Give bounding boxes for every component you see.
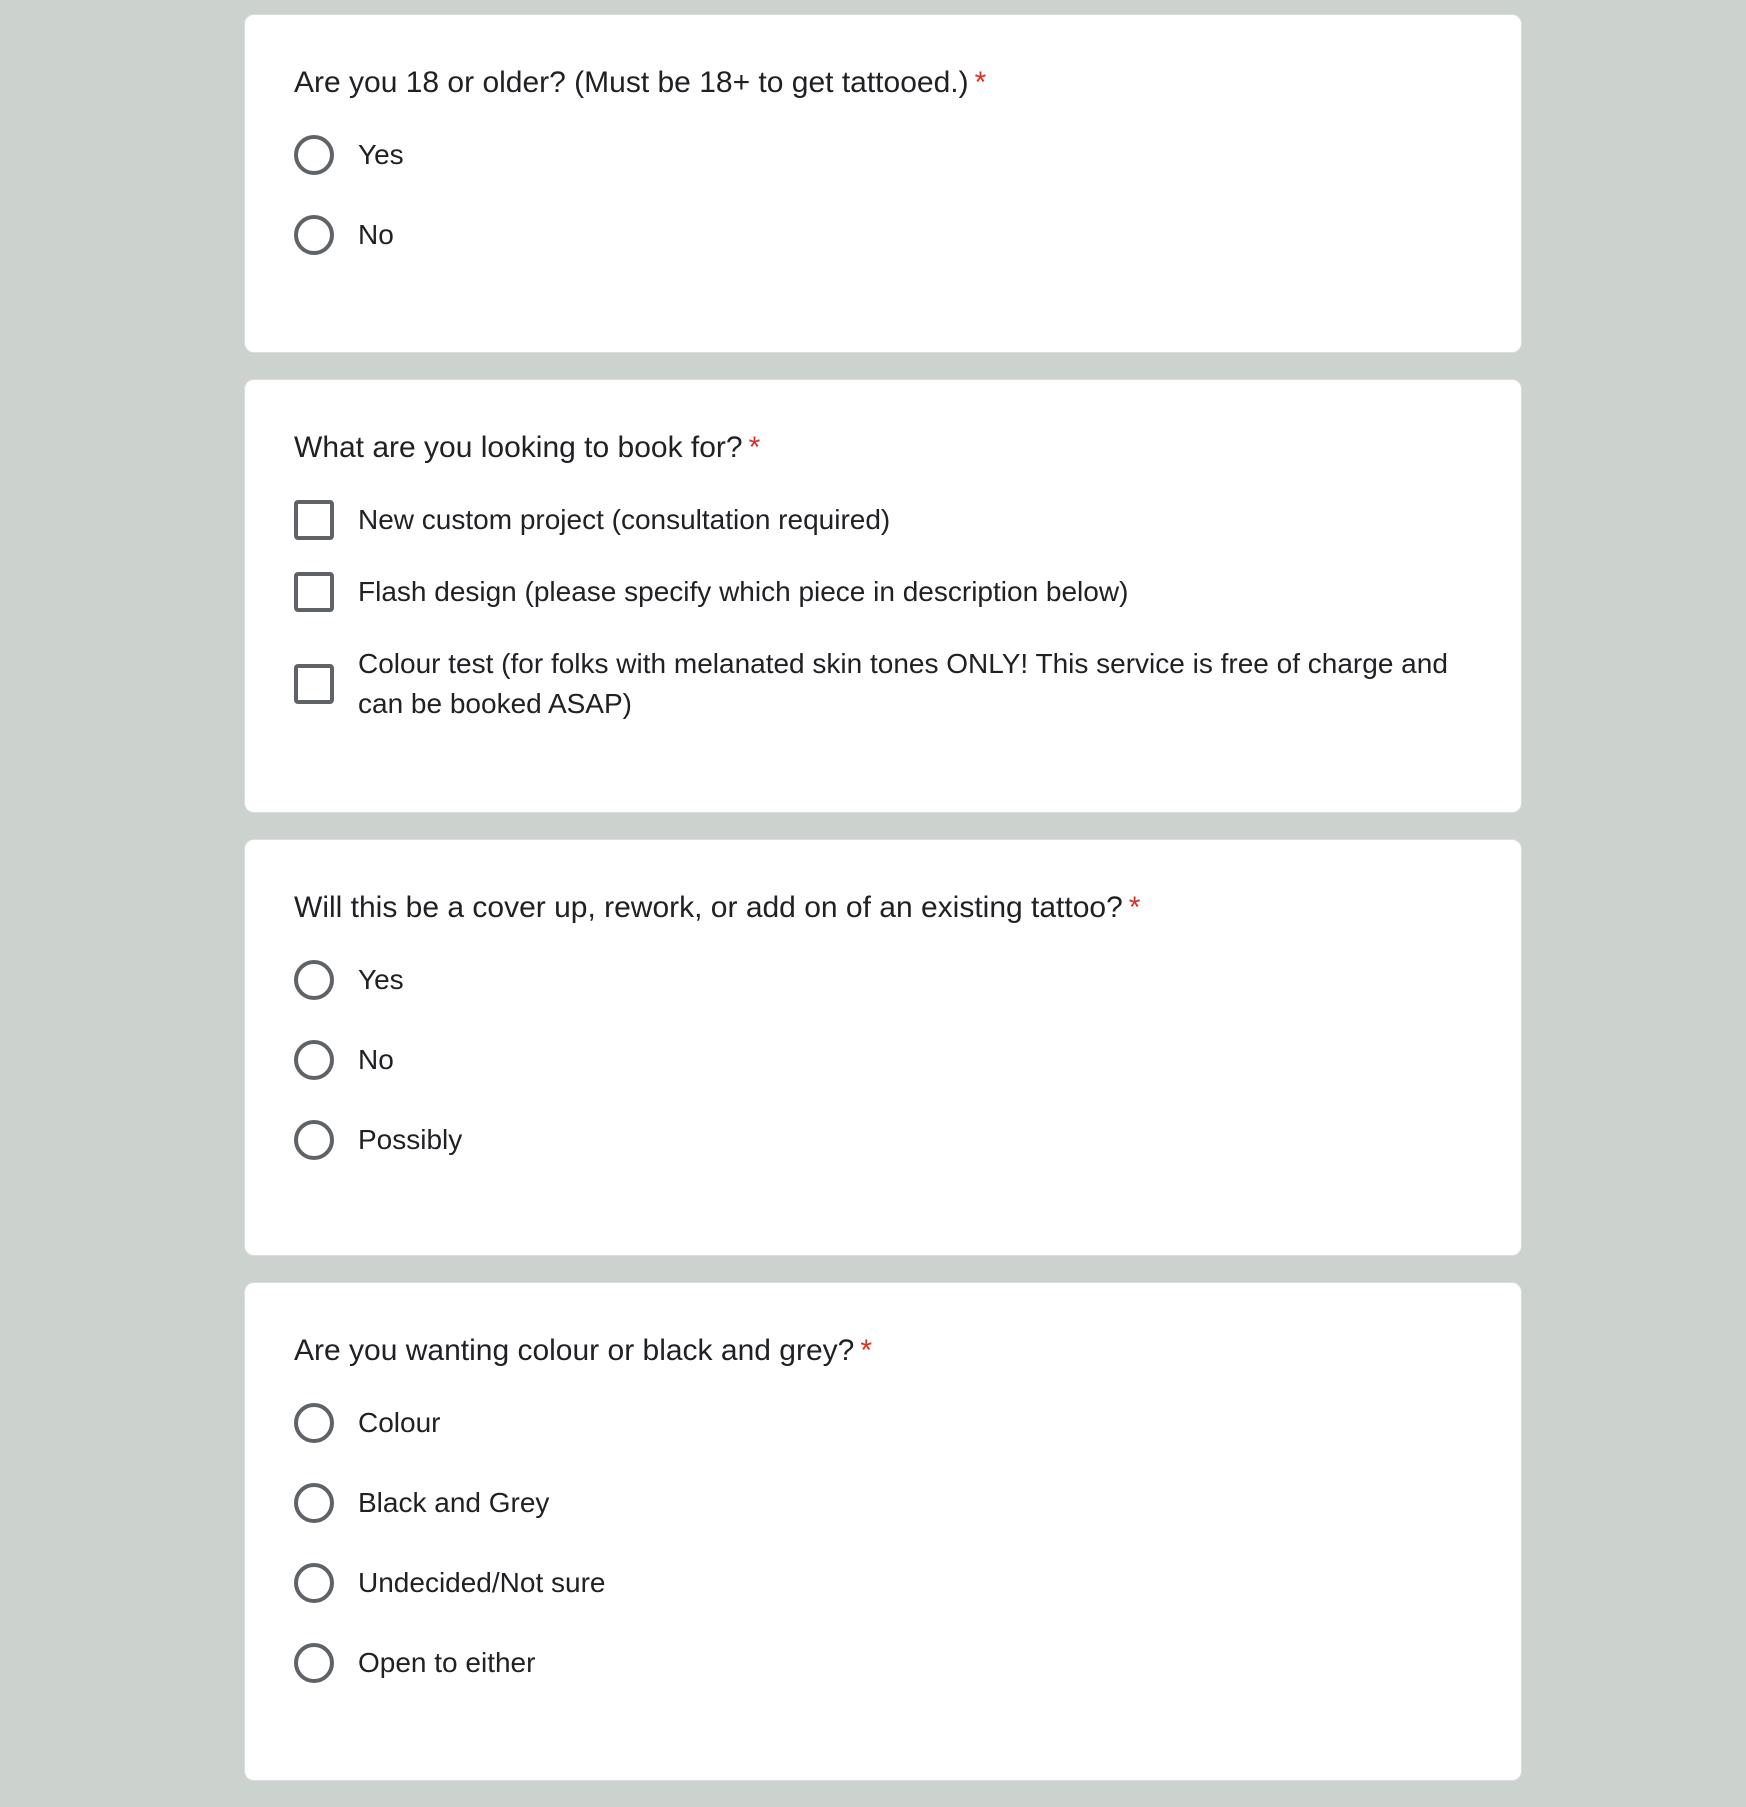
option-label: Open to either [358,1647,536,1678]
checkbox-option-colour-test[interactable] [294,644,1472,724]
radio-group-cover-up [294,960,1472,1160]
checkbox[interactable] [294,572,334,612]
radio-button[interactable] [294,960,334,1000]
required-asterisk: * [860,1334,873,1367]
question-title: What are you looking to book for? * [294,431,761,464]
radio-option-open-to-either[interactable] [294,1643,1472,1683]
radio-option-black-and-grey[interactable] [294,1483,1472,1523]
option-label: Yes [358,964,404,995]
radio-button[interactable] [294,1563,334,1603]
question-card-colour-preference [244,1282,1522,1781]
option-label: Yes [358,139,404,170]
question-title: Will this be a cover up, rework, or add on of an existing tattoo? * [294,891,1141,924]
radio-group-colour-preference [294,1403,1472,1683]
radio-option-yes[interactable] [294,960,1472,1000]
required-asterisk: * [748,431,761,464]
option-label: Colour [358,1407,441,1438]
option-label: Black and Grey [358,1487,550,1518]
question-card-cover-up [244,839,1522,1256]
question-title: Are you wanting colour or black and grey? * [294,1334,873,1367]
checkbox-group-booking-type [294,500,1472,724]
checkbox-option-custom-project[interactable] [294,500,1472,540]
radio-button[interactable] [294,1120,334,1160]
option-label: New custom project (consultation required) [358,504,891,535]
required-asterisk: * [1128,891,1141,924]
radio-option-no[interactable] [294,215,1472,255]
required-asterisk: * [974,66,987,99]
radio-option-possibly[interactable] [294,1120,1472,1160]
option-label: No [358,219,394,250]
radio-group-age [294,135,1472,255]
radio-option-colour[interactable] [294,1403,1472,1443]
form-container [244,14,1522,1807]
radio-option-yes[interactable] [294,135,1472,175]
question-card-age [244,14,1522,353]
option-label: Colour test (for folks with melanated skin tones ONLY! This service is free of charge and can be booked ASAP) [358,648,1448,719]
radio-button[interactable] [294,1040,334,1080]
radio-button[interactable] [294,1483,334,1523]
option-label: No [358,1044,394,1075]
radio-button[interactable] [294,215,334,255]
radio-option-no[interactable] [294,1040,1472,1080]
option-label: Flash design (please specify which piece in description below) [358,576,1129,607]
option-label: Possibly [358,1124,463,1155]
option-label: Undecided/Not sure [358,1567,606,1598]
question-title: Are you 18 or older? (Must be 18+ to get tattooed.) * [294,66,987,99]
checkbox-option-flash-design[interactable] [294,572,1472,612]
radio-button[interactable] [294,1403,334,1443]
radio-button[interactable] [294,135,334,175]
checkbox[interactable] [294,664,334,704]
checkbox[interactable] [294,500,334,540]
radio-option-undecided[interactable] [294,1563,1472,1603]
radio-button[interactable] [294,1643,334,1683]
question-card-booking-type [244,379,1522,813]
